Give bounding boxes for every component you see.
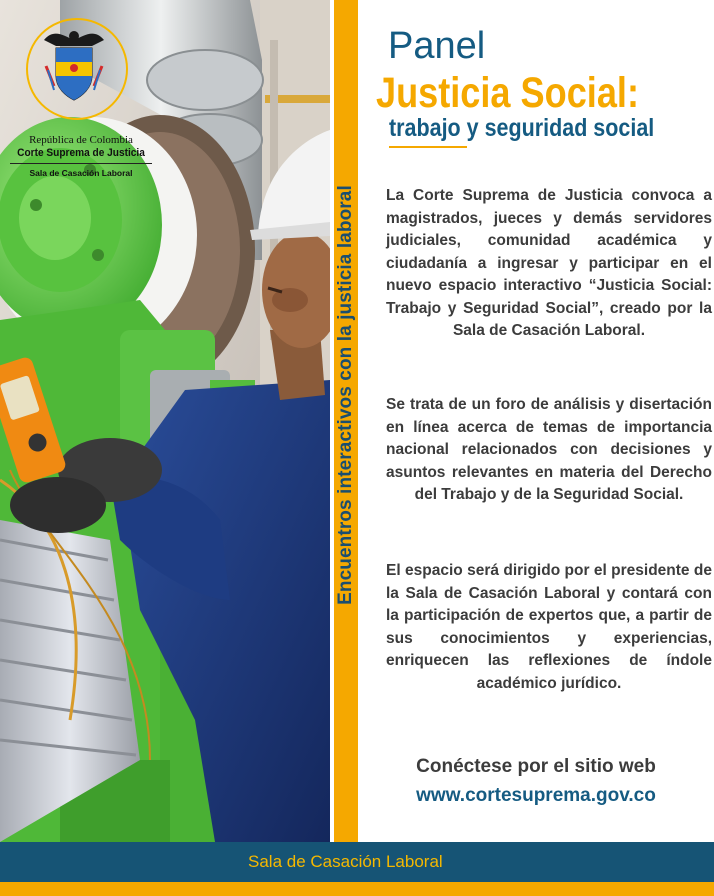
institution-court: Corte Suprema de Justicia xyxy=(17,147,145,159)
worker-photo xyxy=(0,0,330,842)
paragraph-intro: La Corte Suprema de Justicia convoca a magistrados, jueces y demás servidores judiciales, comunidad académica y ciudadanía a ingresar y participar en el nuevo espacio interactivo “Justicia Social: Trabajo y Seguridad Social”, creado por la Sala de Casación Laboral. xyxy=(386,187,712,339)
institution-block xyxy=(6,134,156,178)
content-column xyxy=(358,0,714,842)
worker-illustration xyxy=(0,0,330,842)
title-underline xyxy=(389,146,467,148)
vertical-banner-text: Encuentros interactivos con la justicia laboral xyxy=(335,185,356,605)
colombia-coat-of-arms-icon xyxy=(42,26,106,104)
title-line-2: Justicia Social: xyxy=(376,69,639,117)
title-subtitle: trabajo y seguridad social xyxy=(389,114,655,142)
footer-text: Sala de Casación Laboral xyxy=(248,852,443,871)
institution-chamber: Sala de Casación Laboral xyxy=(29,168,133,178)
title-line-1: Panel xyxy=(388,25,486,67)
institution-divider xyxy=(10,163,152,164)
institution-republic: República de Colombia xyxy=(29,134,133,146)
paragraph-direction: El espacio será dirigido por el presidente de la Sala de Casación Laboral y contará con la participación de expertos que, a partir de sus conocimientos y experiencias, enriquecen las reflexiones de índole académico jurídico. xyxy=(386,562,712,692)
connect-label: Conéctese por el sitio web xyxy=(416,756,656,777)
website-link[interactable]: www.cortesuprema.gov.co xyxy=(416,785,656,806)
paragraph-forum: Se trata de un foro de análisis y disertación en línea acerca de temas de importancia nacional relacionados con decisiones y asuntos relevantes en materia del Derecho del Trabajo y de la Seguridad Social. xyxy=(386,396,712,503)
bottom-accent-bar xyxy=(0,882,714,896)
